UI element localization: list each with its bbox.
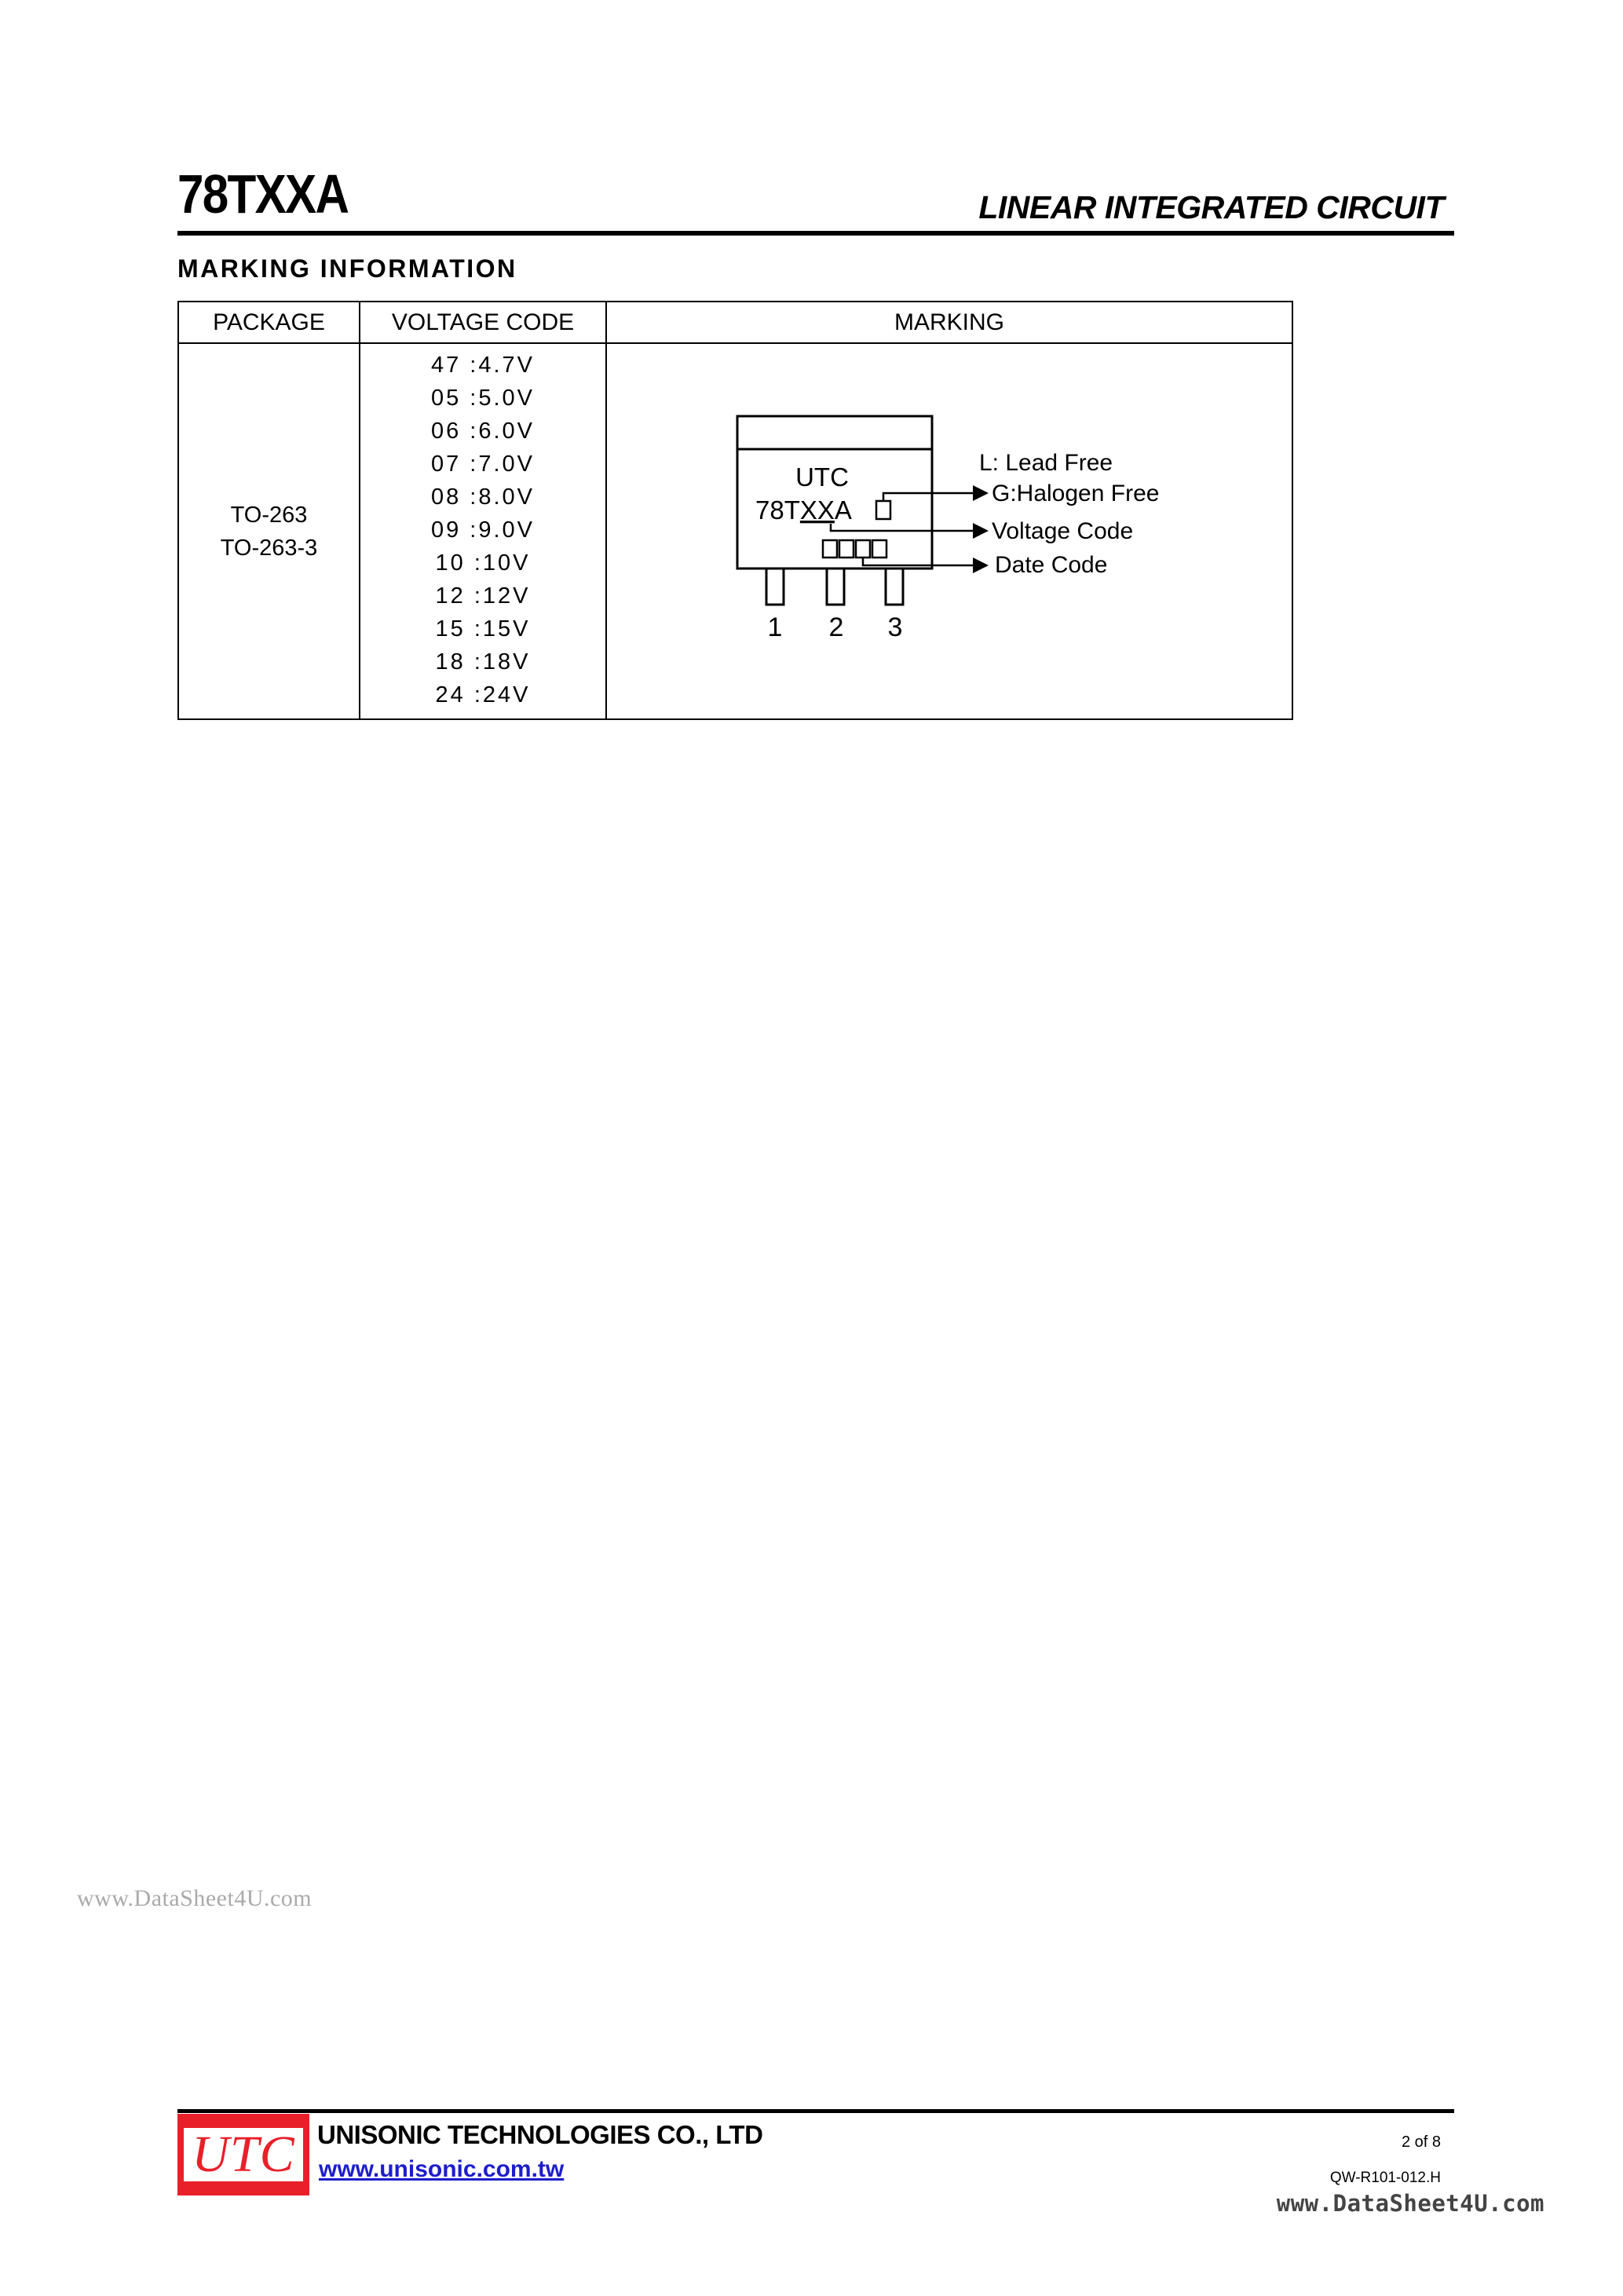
table-row — [178, 343, 1292, 719]
chip-line-part — [755, 495, 852, 525]
voltage-code-entry: 09 :9.0V — [430, 517, 536, 543]
utc-logo-text: UTC — [192, 2126, 295, 2183]
voltage-code-entry: 10 :10V — [435, 550, 531, 576]
voltage-code-entry: 24 :24V — [435, 682, 531, 707]
header-marking: MARKING — [606, 302, 1292, 343]
utc-logo-inner — [184, 2128, 303, 2181]
voltage-code-entry: 15 :15V — [435, 616, 531, 642]
voltage-code-entry: 18 :18V — [435, 649, 531, 675]
label-voltage-code: Voltage Code — [992, 518, 1134, 544]
label-halogen-free: G:Halogen Free — [992, 481, 1160, 506]
voltage-code-entry: 47 :4.7V — [430, 353, 536, 378]
voltage-code-entry: 07 :7.0V — [430, 452, 536, 477]
voltage-code-entry: 12 :12V — [435, 583, 531, 609]
package-cell — [178, 343, 360, 719]
pin — [766, 569, 784, 605]
voltage-code-entry: 05 :5.0V — [430, 386, 536, 411]
package-name: TO-263 — [230, 502, 308, 528]
page-number: 2 of 8 — [1401, 2133, 1441, 2151]
marking-diagram-cell — [606, 343, 1292, 719]
arrow-icon — [973, 523, 989, 539]
pin-label: 1 — [767, 612, 783, 642]
chip-part-xx: XX — [799, 495, 835, 525]
chip-part-prefix: 78T — [755, 495, 800, 525]
arrow-icon — [973, 558, 989, 573]
chip-part-suffix: A — [834, 495, 852, 525]
header-voltage-code: VOLTAGE CODE — [360, 302, 606, 343]
voltage-code-entry: 08 :8.0V — [430, 484, 536, 510]
section-title: MARKING INFORMATION — [177, 254, 517, 283]
document-category: LINEAR INTEGRATED CIRCUIT — [978, 189, 1444, 225]
company-website-link[interactable]: www.unisonic.com.tw — [319, 2156, 565, 2182]
company-name: UNISONIC TECHNOLOGIES CO., LTD — [317, 2120, 763, 2149]
label-date-code: Date Code — [995, 552, 1108, 578]
header-package: PACKAGE — [178, 302, 360, 343]
utc-logo — [177, 2114, 309, 2195]
footer-watermark: www.DataSheet4U.com — [1276, 2190, 1544, 2217]
document-code: QW-R101-012.H — [1329, 2170, 1441, 2186]
table-header-row — [178, 302, 1292, 343]
marking-table — [177, 301, 1293, 720]
footer-rule — [177, 2109, 1454, 2113]
pin-label: 3 — [887, 612, 903, 642]
watermark-text: www.DataSheet4U.com — [77, 1885, 313, 1911]
package-name: TO-263-3 — [220, 535, 318, 561]
arrow-icon — [973, 485, 989, 501]
pin — [886, 569, 903, 605]
part-number-title: 78TXXA — [177, 163, 349, 225]
voltage-code-entry: 06 :6.0V — [430, 419, 536, 444]
marking-diagram — [607, 344, 1295, 718]
header-rule — [177, 231, 1454, 236]
voltage-code-cell — [360, 343, 606, 719]
pin-label: 2 — [828, 612, 844, 642]
chip-line-utc: UTC — [795, 462, 849, 492]
pin — [827, 569, 844, 605]
label-lead-free: L: Lead Free — [979, 450, 1113, 476]
